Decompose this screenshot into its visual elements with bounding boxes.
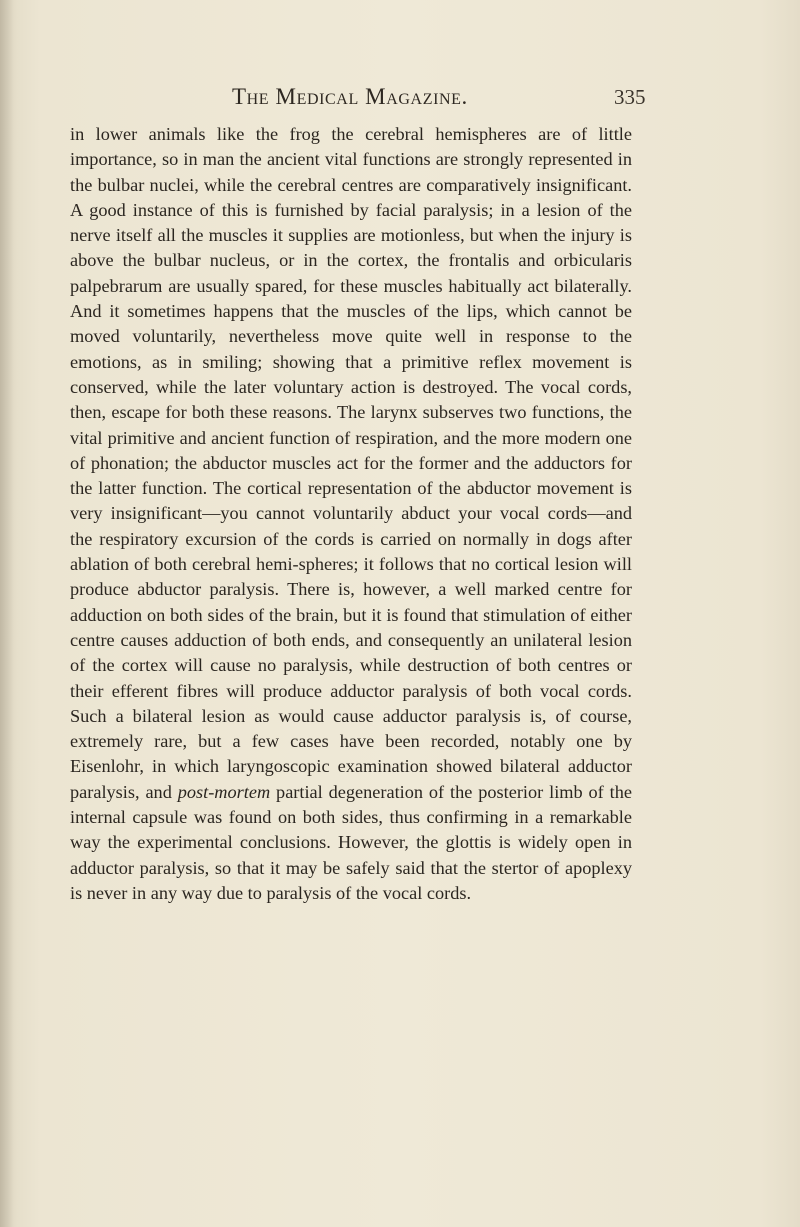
page-number: 335 [614,85,646,109]
body-text-italic-term: post-mortem [177,781,271,802]
running-head [0,84,800,114]
binding-gutter-shadow [0,0,14,1227]
body-paragraph [70,122,632,906]
body-text-part-1: in lower animals like the frog the cerebral hemispheres are of little importance, so in man the ancient vital functions are strongly represented in the bulbar nuclei, while the cerebral centres are comparatively insignificant. A good instance of this is furnished by facial paralysis; in a lesion of the nerve itself all the muscles it supplies are motionless, but when the injury is above the bulbar nucleus, or in the cortex, the frontalis and orbicularis palpebrarum are usually spared, for these muscles habitually act bilaterally. And it sometimes happens that the muscles of the lips, which cannot be moved voluntarily, nevertheless move quite well in response to the emotions, as in smiling; showing that a primitive reflex movement is conserved, while the later voluntary action is destroyed. The vocal cords, then, escape for both these reasons. The larynx subserves two functions, the vital primitive and ancient function of respiration, and the more modern one of phonation; the abductor muscles act for the former and the adductors for the latter function. The cortical representation of the abductor movement is very insignificant—you cannot voluntarily abduct your vocal cords—and the respiratory excursion of the cords is carried on normally in dogs after ablation of both cerebral hemi-spheres; it follows that no cortical lesion will produce abductor paralysis. There is, however, a well marked centre for adduction on both sides of the brain, but it is found that stimulation of either centre causes adduction of both ends, and consequently an unilateral lesion of the cortex will cause no paralysis, while destruction of both centres or their efferent fibres will produce adductor paralysis of both vocal cords. Such a bilateral lesion as would cause adductor paralysis is, of course, extremely rare, but a few cases have been recorded, notably one by Eisenlohr, in which laryngoscopic examination showed bilateral adductor paralysis, and [70,124,632,802]
running-head-title: The Medical Magazine. [232,84,468,109]
body-text-part-2: partial degeneration of the posterior limb of the internal capsule was found on both sides, thus confirming in a remarkable way the experimental conclusions. However, the glottis is widely open in adductor paralysis, so that it may be safely said that the stertor of apoplexy is never in any way due to paralysis of the vocal cords. [70,781,632,903]
